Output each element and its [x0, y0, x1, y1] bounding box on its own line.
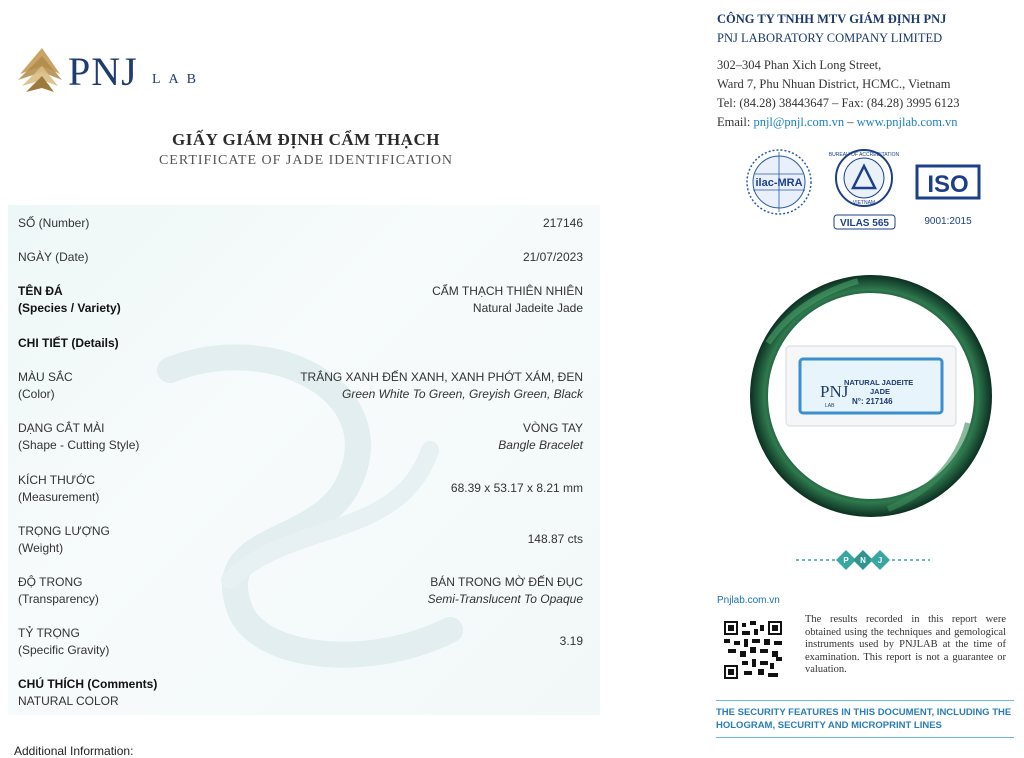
shape-value: [263, 420, 583, 454]
measurement-value: 68.39 x 53.17 x 8.21 mm: [450, 481, 583, 495]
weight-label-en: (Weight): [18, 541, 64, 555]
gravity-label-vn: TỶ TRỌNG: [18, 626, 80, 640]
species-label-en: (Species / Variety): [18, 301, 121, 315]
iso-badge: [917, 166, 979, 227]
company-phone-fax: Tel: (84.28) 38443647 – Fax: (84.28) 3995 6123: [717, 96, 960, 110]
tag-sub: LAB: [825, 403, 835, 409]
weight-label-vn: TRỌNG LƯỢNG: [18, 524, 110, 538]
shape-value-vn: VÒNG TAY: [522, 421, 583, 435]
vilas-text: VILAS 565: [840, 218, 889, 229]
website-link[interactable]: www.pnjlab.com.vn: [856, 115, 958, 129]
color-value-vn: TRẮNG XANH ĐẾN XANH, XANH PHỚT XÁM, ĐEN: [300, 370, 583, 384]
measurement-label-vn: KÍCH THƯỚC: [18, 473, 95, 487]
transparency-value-en: Semi-Translucent To Opaque: [427, 592, 583, 606]
pnj-diamond-ornament: [796, 546, 930, 574]
jade-bangle-photo: [748, 273, 994, 519]
company-name-vn: CÔNG TY TNHH MTV GIÁM ĐỊNH PNJ: [717, 12, 947, 26]
color-label-vn: MÀU SẮC: [18, 370, 73, 384]
email-link[interactable]: pnjl@pnjl.com.vn: [753, 115, 845, 129]
disclaimer-text: The results recorded in this report were obtained using the techniques and gemological instruments used by PNJLAB at the time of examination. This report is not a guarantee or valuation.: [805, 614, 1006, 675]
bureau-text: BUREAU OF ACCREDITATION: [828, 152, 900, 158]
color-label-en: (Color): [18, 387, 55, 401]
species-value-en: Natural Jadeite Jade: [472, 301, 583, 315]
color-value-en: Green White To Green, Greyish Green, Black: [342, 387, 583, 401]
shape-label-en: (Shape - Cutting Style): [18, 438, 140, 452]
pnj-lab-logo: [16, 44, 204, 100]
company-info: [717, 10, 1017, 132]
qr-code-icon[interactable]: [724, 621, 782, 679]
email-label: Email:: [717, 115, 754, 129]
iso-text: ISO: [927, 171, 969, 198]
ornament-letter-j: J: [877, 556, 883, 565]
transparency-label-vn: ĐỘ TRONG: [18, 575, 83, 589]
ilac-text: ilac-MRA: [755, 177, 803, 189]
company-name-en: PNJ LABORATORY COMPANY LIMITED: [717, 31, 943, 45]
tag-line1: NATURAL JADEITE: [844, 378, 914, 387]
color-value: [263, 369, 583, 403]
gravity-label-en: (Specific Gravity): [18, 643, 110, 657]
vilas-badge: [829, 150, 900, 229]
pnj-feather-icon: [16, 44, 64, 98]
tag-line2: JADE: [870, 387, 891, 396]
species-value: [263, 283, 583, 317]
vietnam-text: VIETNAM: [852, 200, 876, 206]
transparency-value-vn: BÁN TRONG MỜ ĐẾN ĐỤC: [430, 575, 583, 589]
accreditation-badges: [745, 148, 1005, 233]
date-label: NGÀY (Date): [18, 250, 89, 264]
pnjlab-site-link[interactable]: Pnjlab.com.vn: [717, 595, 780, 606]
weight-value: 148.87 cts: [527, 532, 583, 546]
species-value-vn: CẨM THẠCH THIÊN NHIÊN: [432, 284, 583, 298]
tag-brand: PNJ: [820, 382, 849, 401]
contact-separator: –: [844, 115, 857, 129]
species-label-vn: TÊN ĐÁ: [18, 284, 63, 298]
company-contact-line: [717, 113, 1017, 132]
transparency-label-en: (Transparency): [18, 592, 99, 606]
number-label: SỐ (Number): [18, 216, 90, 230]
certificate-title-vietnamese: GIẤY GIÁM ĐỊNH CẨM THẠCH: [172, 130, 440, 149]
shape-value-en: Bangle Bracelet: [498, 438, 583, 452]
details-heading-text: CHI TIẾT (Details): [18, 336, 119, 350]
gravity-value: 3.19: [559, 634, 583, 648]
security-notice: THE SECURITY FEATURES IN THIS DOCUMENT, INCLUDING THE HOLOGRAM, SECURITY AND MICROPRINT LINES: [716, 700, 1014, 738]
logo-suffix-text: LAB: [152, 72, 204, 87]
identification-tag: [786, 346, 956, 426]
company-address-line2: Ward 7, Phu Nhuan District, HCMC., Vietnam: [717, 77, 951, 91]
number-value: 217146: [542, 216, 583, 230]
ilac-mra-badge: [747, 150, 811, 214]
comments-label: CHÚ THÍCH (Comments): [18, 677, 158, 691]
logo-brand-text: PNJ: [68, 49, 138, 94]
details-heading: [18, 335, 318, 352]
measurement-label-en: (Measurement): [18, 490, 100, 504]
date-value: 21/07/2023: [522, 250, 583, 264]
comments-block: [18, 676, 318, 710]
comments-value: NATURAL COLOR: [18, 694, 119, 708]
transparency-value: [263, 574, 583, 608]
shape-label-vn: DẠNG CẮT MÀI: [18, 421, 105, 435]
ornament-letter-p: P: [843, 556, 849, 565]
certificate-title-english: CERTIFICATE OF JADE IDENTIFICATION: [158, 153, 454, 168]
ornament-letter-n: N: [860, 556, 866, 565]
additional-information-label: Additional Information:: [14, 744, 134, 758]
iso-standard-text: 9001:2015: [924, 216, 972, 227]
tag-number: N°: 217146: [852, 397, 893, 406]
company-address-line1: 302–304 Phan Xich Long Street,: [717, 58, 882, 72]
